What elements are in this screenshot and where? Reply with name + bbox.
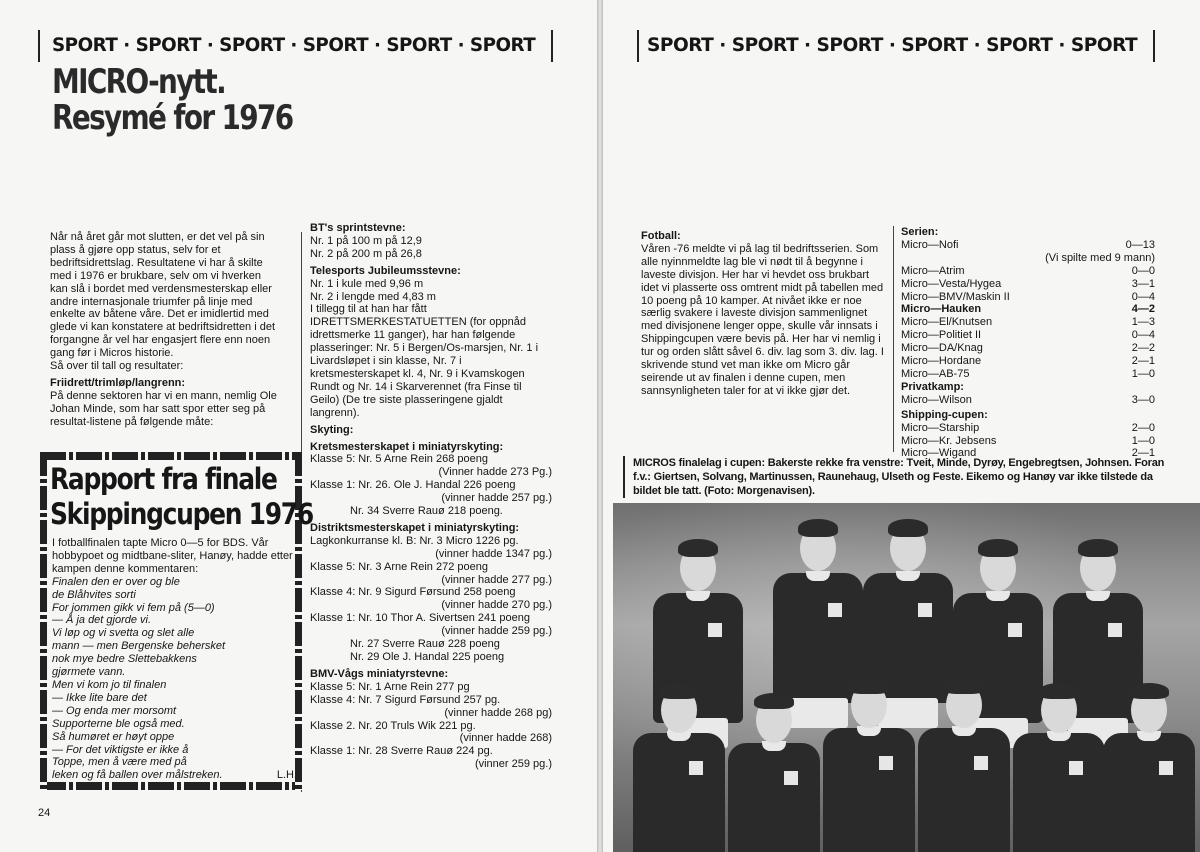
result-row	[901, 303, 1155, 316]
text: Nr. 29 Ole J. Handal 225 poeng	[350, 651, 505, 663]
score: 1—0	[1131, 434, 1155, 447]
rapport-title-line-1: Rapport fra finale	[50, 462, 277, 496]
rapport-title-line-2: Skippingcupen 1976	[50, 497, 313, 531]
text: Toppe, men å være med på	[52, 756, 187, 769]
match: Micro—DA/Knag	[901, 342, 983, 355]
match: Micro—Hauken	[901, 303, 982, 316]
paragraph	[310, 707, 552, 720]
text: Nr. 1 på 100 m på 12,9	[310, 234, 422, 247]
result-row	[901, 422, 1155, 435]
match: Micro—BMV/Maskin II	[901, 290, 1010, 303]
rapport-line	[52, 679, 297, 692]
rapport-title	[50, 462, 313, 532]
text: de Blåhvites sorti	[52, 588, 136, 601]
paragraph	[310, 235, 552, 248]
player-shirt	[1103, 733, 1195, 852]
paragraph	[310, 535, 552, 548]
paragraph	[310, 745, 552, 758]
result-row	[901, 316, 1155, 329]
text: Klasse 1: Nr. 26. Ole J. Handal 226 poeng	[310, 479, 516, 492]
result-row	[901, 239, 1155, 252]
match: Micro—Atrim	[901, 264, 965, 277]
privat-heading: Privatkamp:	[901, 380, 964, 393]
sport-banner: SPORT · SPORT · SPORT · SPORT · SPORT · SPORT	[38, 30, 553, 62]
rapport-line	[52, 614, 297, 627]
paragraph	[310, 303, 552, 419]
score: 2—2	[1131, 342, 1155, 355]
shirt-badge	[974, 756, 988, 770]
text: — Ikke lite bare det	[52, 691, 147, 704]
text: Klasse 4: Nr. 9 Sigurd Førsund 258 poeng	[310, 586, 516, 599]
match-results	[901, 226, 1155, 460]
paragraph	[310, 732, 552, 745]
shirt-badge	[1008, 623, 1022, 637]
text: I fotballfinalen tapte Micro 0—5 for BDS. Vår hobbypoet og midtbane-sliter, Hanøy, hadde etter kampen denne kommentaren:	[52, 537, 293, 575]
text: (vinner hadde 268)	[459, 732, 552, 745]
text: — Å ja det gjorde vi.	[52, 614, 152, 627]
text: Nr. 2 på 200 m på 26,8	[310, 247, 422, 260]
rapport-line	[52, 692, 297, 705]
shirt-badge	[784, 771, 798, 785]
shirt-collar	[986, 591, 1010, 601]
text: Nr. 27 Sverre Rauø 228 poeng	[350, 638, 500, 651]
section-heading	[641, 230, 886, 243]
text: Skyting:	[310, 423, 354, 436]
player-hair	[754, 693, 794, 709]
rapport-line	[52, 718, 297, 731]
shirt-badge	[689, 761, 703, 775]
serien-note: (Vi spilte med 9 mann)	[1045, 251, 1155, 264]
player-hair	[1039, 683, 1079, 699]
text: Så humøret er høyt oppe	[52, 730, 175, 743]
score: 4—2	[1131, 303, 1155, 316]
player-hair	[678, 539, 718, 557]
match: Micro—Kr. Jebsens	[901, 434, 997, 447]
section-heading	[310, 522, 552, 535]
text: For jommen gikk vi fem på (5—0)	[52, 601, 215, 614]
shirt-badge	[828, 603, 842, 617]
result-row	[901, 435, 1155, 448]
text: Kretsmesterskapet i miniatyrskyting:	[310, 440, 504, 453]
section-heading	[310, 222, 552, 235]
serien-heading: Serien:	[901, 226, 939, 238]
shirt-badge	[879, 756, 893, 770]
left-page	[0, 0, 597, 852]
rapport-line	[52, 744, 297, 757]
paragraph	[50, 360, 280, 373]
shirt-collar	[1086, 591, 1110, 601]
text: Vi løp og vi svetta og slet alle	[52, 627, 195, 640]
shirt-badge	[1108, 623, 1122, 637]
score: 0—13	[1125, 238, 1155, 251]
paragraph	[50, 231, 280, 360]
text: Når nå året går mot slutten, er det vel på sin plass å gjøre opp status, selv for et bedriftsidrettslag. Resultatene vi har å skilte med i 1976 er brukbare, selv om vi hverken kan slå i bordet med verdensmesterskap eller andre internasjonale triumfer på linje med enkelte av båtene våre. Det er imidlertid med glede vi kan konstatere at bedriftsidretten i det forgangne år vel har engasjert flere enn noen gang før i Micros historie.	[50, 231, 276, 360]
player-hair	[978, 539, 1018, 557]
score: 1—0	[1131, 367, 1155, 380]
score: 2—1	[1131, 355, 1155, 368]
text: Distriktsmesterskapet i miniatyrskyting:	[310, 521, 520, 534]
football-column	[641, 226, 886, 398]
text: Telesports Jubileumsstevne:	[310, 264, 461, 277]
text: Klasse 5: Nr. 1 Arne Rein 277 pg	[310, 680, 470, 693]
paragraph	[310, 505, 552, 518]
paragraph	[310, 720, 552, 733]
match: Micro—Hordane	[901, 355, 982, 368]
result-row	[901, 394, 1155, 407]
score: 2—1	[1131, 447, 1155, 460]
player-hair	[849, 678, 889, 694]
score: 1—3	[1131, 316, 1155, 329]
score: 2—0	[1131, 421, 1155, 434]
paragraph	[310, 694, 552, 707]
paragraph	[310, 479, 552, 492]
sport-banner: SPORT · SPORT · SPORT · SPORT · SPORT · SPORT	[637, 30, 1155, 62]
box-border-left	[40, 452, 47, 790]
result-row	[901, 355, 1155, 368]
player-shorts	[788, 698, 848, 728]
headline-line-2: Resymé for 1976	[52, 98, 293, 138]
paragraph	[310, 586, 552, 599]
text: (vinner 259 pg.)	[474, 758, 552, 771]
text: Lagkonkurranse kl. B: Nr. 3 Micro 1226 pg.	[310, 534, 519, 547]
match: Micro—Starship	[901, 421, 980, 434]
paragraph	[310, 548, 552, 561]
text: (Vinner hadde 273 Pg.)	[438, 466, 552, 479]
privat-list	[901, 394, 1155, 407]
paragraph	[641, 243, 886, 398]
text: Fotball:	[641, 230, 681, 242]
text: (vinner hadde 268 pg)	[444, 706, 552, 719]
text: Så over til tall og resultater:	[50, 360, 184, 373]
right-page	[603, 0, 1200, 852]
rapport-line	[52, 731, 297, 744]
player-hair	[1129, 683, 1169, 699]
results-column	[310, 218, 552, 771]
player-shirt	[823, 728, 915, 852]
rapport-line	[52, 653, 297, 666]
result-row	[901, 265, 1155, 278]
cup-heading: Shipping-cupen:	[901, 408, 988, 421]
text: (vinner hadde 270 pg.)	[441, 599, 552, 612]
text: — For det viktigste er ikke å	[52, 743, 189, 756]
section-heading	[310, 441, 552, 454]
score: 0—4	[1131, 329, 1155, 342]
text: Nr. 1 i kule med 9,96 m	[310, 277, 424, 290]
match: Micro—Wigand	[901, 447, 977, 460]
paragraph	[310, 561, 552, 574]
paragraph	[310, 625, 552, 638]
page-headline	[52, 64, 293, 136]
text: Nr. 2 i lengde med 4,83 m	[310, 290, 436, 303]
section-heading	[310, 424, 552, 437]
rapport-body	[52, 537, 297, 782]
section-heading	[310, 668, 552, 681]
shirt-collar	[896, 571, 920, 581]
rapport-line	[52, 705, 297, 718]
rapport-line	[52, 769, 297, 782]
match: Micro—Wilson	[901, 393, 972, 406]
player-shirt	[1013, 733, 1105, 852]
shirt-badge	[708, 623, 722, 637]
text: Våren -76 meldte vi på lag til bedriftsserien. Som alle nyinnmeldte lag ble vi nødt til å begynne i laveste divisjon. Her har vi hevdet oss brukbart idet vi plasserte oss omtrent midt på tabellen med 10 poeng på 10 kamper. At nivået ikke er noe særlig svakere i laveste divisjon sammenlignet med divisjonene lenger oppe, skulle vår innsats i Shippingcupen være bevis på. Her har vi nemlig i tur og orden slått såvel 6. div. lag som 3. div. lag. I skrivende stund vet man ikke om Micro går seirende ut av finalen i denne cupen, men sannsynligheten taler for at vi ikke gjør det.	[641, 242, 884, 397]
text: Nr. 34 Sverre Rauø 218 poeng.	[350, 505, 503, 518]
player-hair	[1078, 539, 1118, 557]
paragraph	[310, 638, 552, 651]
text: På denne sektoren har vi en mann, nemlig Ole Johan Minde, som har satt spor etter seg på resultat-listene på følgende måte:	[50, 389, 277, 428]
text: Klasse 4: Nr. 7 Sigurd Førsund 257 pg.	[310, 693, 501, 706]
paragraph	[310, 758, 552, 771]
paragraph	[50, 390, 280, 429]
shirt-badge	[1069, 761, 1083, 775]
text: (vinner hadde 277 pg.)	[441, 573, 552, 586]
player-shirt	[633, 733, 725, 852]
player-hair	[798, 519, 838, 537]
paragraph	[310, 466, 552, 479]
text: BMV-Vågs miniatyrstevne:	[310, 667, 449, 680]
serien-list	[901, 265, 1155, 381]
cup-list	[901, 422, 1155, 461]
rapport-line	[52, 589, 297, 602]
text: Klasse 5: Nr. 5 Arne Rein 268 poeng	[310, 453, 488, 466]
photo-caption: MICROS finalelag i cupen: Bakerste rekke fra venstre: Tveit, Minde, Dyrøy, Engebregtsen, Johnsen. Foran f.v.: Giertsen, Solvang, Martinussen, Raunehaug, Ulseth og Feste. Eikemo og Hanøy var ikke tilstede da bildet ble tatt. (Foto: Morgenavisen).	[623, 456, 1169, 498]
text: I tillegg til at han har fått IDRETTSMERKESTATUETTEN (for oppnåd idrettsmerke 11 ganger), har han følgende plasseringer: Nr. 5 i Bergen/Os-marsjen, Nr. 1 i Livardsløpet i sin klasse, Nr. 7 i kretsmesterskapet kl. 4, Nr. 9 i Kvamskogen Rundt og Nr. 14 i Skarverennet (fra Finse til Geilo) (De tre siste plasseringene gjaldt langrenn).	[310, 303, 539, 419]
text: Supporterne ble også med.	[52, 717, 185, 730]
paragraph	[310, 248, 552, 261]
shirt-collar	[686, 591, 710, 601]
paragraph	[310, 681, 552, 694]
shirt-badge	[918, 603, 932, 617]
result-row	[901, 368, 1155, 381]
paragraph	[310, 278, 552, 291]
text: gjørmete vann.	[52, 666, 126, 679]
match: Micro—Politiet II	[901, 329, 982, 342]
text: (vinner hadde 1347 pg.)	[435, 547, 552, 560]
rapport-line	[52, 576, 297, 589]
player-shorts	[878, 698, 938, 728]
text: leken og få ballen over målstreken.	[52, 769, 223, 782]
shirt-collar	[806, 571, 830, 581]
result-row	[901, 329, 1155, 342]
text: — Og enda mer morsomt	[52, 704, 177, 717]
text: mann — men Bergenske behersket	[52, 640, 226, 653]
result-row	[901, 342, 1155, 355]
match: Micro—Vesta/Hygea	[901, 277, 1002, 290]
match: Micro—Nofi	[901, 238, 959, 251]
result-row	[901, 291, 1155, 304]
intro-column	[50, 231, 280, 429]
text: Finalen den er over og ble	[52, 575, 180, 588]
paragraph	[310, 599, 552, 612]
section-heading	[50, 377, 280, 390]
score: 0—0	[1131, 264, 1155, 277]
box-border-bottom	[40, 782, 302, 790]
team-photo	[613, 503, 1200, 852]
player-hair	[888, 519, 928, 537]
text: Klasse 5: Nr. 3 Arne Rein 272 poeng	[310, 560, 488, 573]
text: Men vi kom jo til finalen	[52, 678, 167, 691]
player-shirt	[918, 728, 1010, 852]
text: BT's sprintstevne:	[310, 222, 406, 234]
rapport-line	[52, 627, 297, 640]
text: Klasse 2. Nr. 20 Truls Wik 221 pg.	[310, 719, 476, 732]
paragraph	[310, 492, 552, 505]
headline-line-1: MICRO-nytt.	[52, 62, 226, 102]
rapport-line	[52, 602, 297, 615]
paragraph	[310, 612, 552, 625]
paragraph	[310, 574, 552, 587]
score: 3—1	[1131, 277, 1155, 290]
result-row	[901, 278, 1155, 291]
section-heading	[310, 265, 552, 278]
rapport-line	[52, 756, 297, 769]
match: Micro—AB-75	[901, 367, 970, 380]
rapport-line	[52, 537, 297, 576]
match: Micro—El/Knutsen	[901, 316, 993, 329]
text: nok mye bedre Slettebakkens	[52, 653, 197, 666]
paragraph	[310, 291, 552, 304]
column-divider	[893, 226, 894, 452]
signature: L.H.	[276, 769, 297, 782]
player-shirt	[728, 743, 820, 852]
score: 3—0	[1131, 393, 1155, 406]
paragraph	[310, 651, 552, 664]
score: 0—4	[1131, 290, 1155, 303]
text: Klasse 1: Nr. 10 Thor A. Sivertsen 241 poeng	[310, 612, 530, 625]
text: (vinner hadde 257 pg.)	[441, 492, 552, 505]
text: (vinner hadde 259 pg.)	[441, 625, 552, 638]
paragraph	[310, 453, 552, 466]
page-number: 24	[38, 807, 51, 819]
player-hair	[944, 678, 984, 694]
rapport-box	[40, 452, 313, 790]
rapport-line	[52, 666, 297, 679]
player-hair	[659, 683, 699, 699]
text: Friidrett/trimløp/langrenn:	[50, 376, 186, 389]
shirt-badge	[1159, 761, 1173, 775]
rapport-line	[52, 640, 297, 653]
text: Klasse 1: Nr. 28 Sverre Rauø 224 pg.	[310, 745, 493, 758]
box-border-top	[40, 452, 302, 460]
